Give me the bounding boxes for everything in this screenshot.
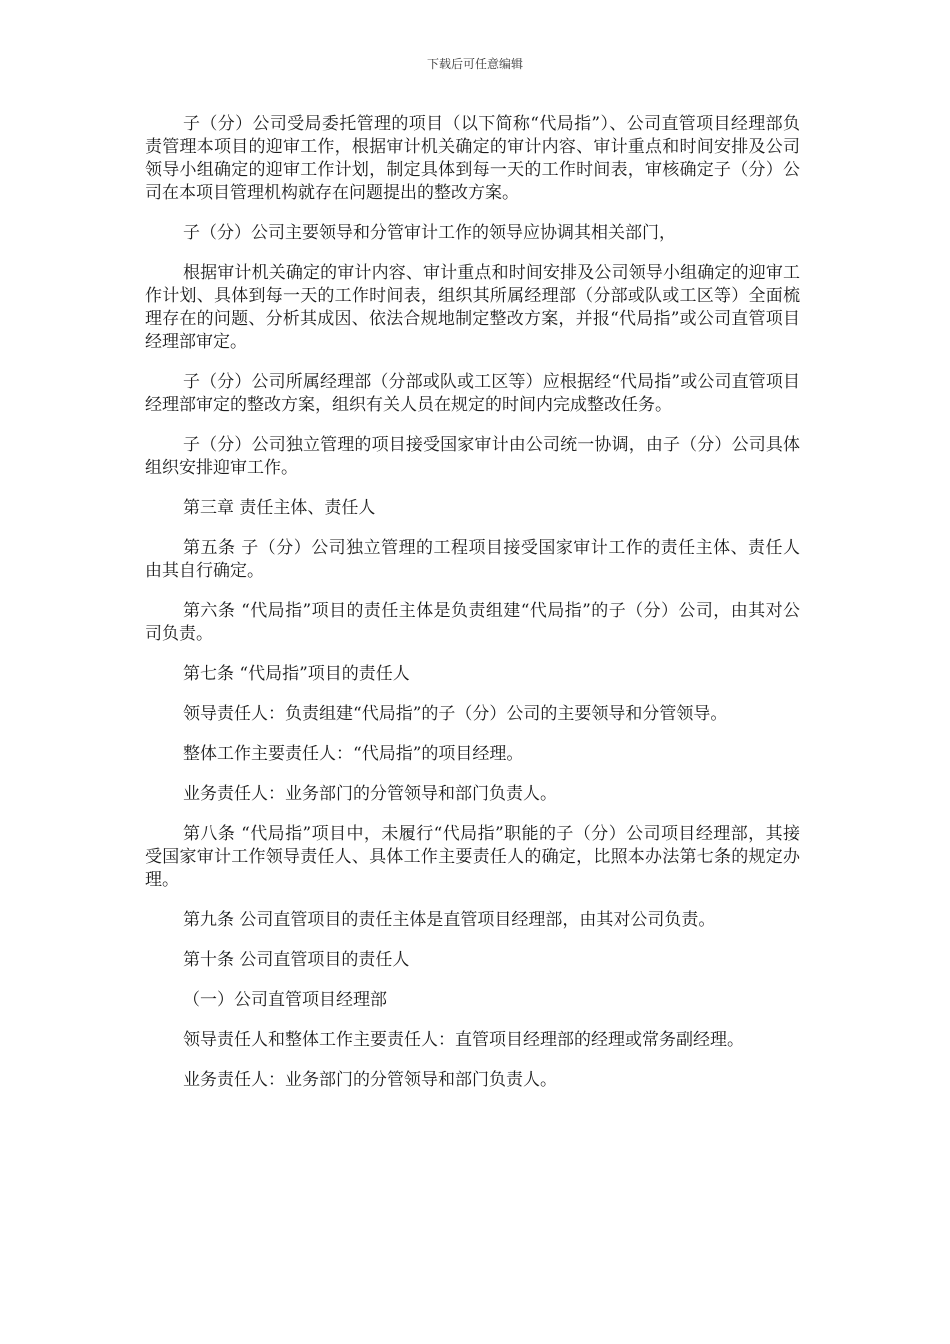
paragraph: 领导责任人：负责组建“代局指”的子（分）公司的主要领导和分管领导。 (183, 704, 728, 724)
paragraph: 整体工作主要责任人：“代局指”的项目经理。 (183, 744, 524, 764)
article-5: 第五条 子（分）公司独立管理的工程项目接受国家审计工作的责任主体、责任人由其自行确定。 (145, 538, 800, 581)
chapter-heading: 第三章 责任主体、责任人 (183, 498, 376, 518)
article-6: 第六条 “代局指”项目的责任主体是负责组建“代局指”的子（分）公司，由其对公司负责。 (145, 601, 800, 644)
paragraph: 子（分）公司受局委托管理的项目（以下简称“代局指”）、公司直管项目经理部负责管理本项目的迎审工作，根据审计机关确定的审计内容、审计重点和时间安排及公司领导小组确定的迎审工作计划，制定具体到每一天的工作时间表，审核确定子（分）公司在本项目管理机构就存在问题提出的整改方案。 (145, 114, 800, 203)
paragraph: 业务责任人：业务部门的分管领导和部门负责人。 (183, 1070, 557, 1090)
paragraph: 根据审计机关确定的审计内容、审计重点和时间安排及公司领导小组确定的迎审工作计划、具体到每一天的工作时间表，组织其所属经理部（分部或队或工区等）全面梳理存在的问题、分析其成因、依法合规地制定整改方案，并报“代局指”或公司直管项目经理部审定。 (145, 263, 800, 352)
article-9: 第九条 公司直管项目的责任主体是直管项目经理部，由其对公司负责。 (183, 910, 716, 930)
article-7: 第七条 “代局指”项目的责任人 (183, 664, 410, 684)
paragraph: 子（分）公司主要领导和分管审计工作的领导应协调其相关部门， (183, 223, 676, 243)
article-10: 第十条 公司直管项目的责任人 (183, 950, 410, 970)
sub-item: （一）公司直管项目经理部 (183, 990, 387, 1010)
paragraph: 子（分）公司独立管理的项目接受国家审计由公司统一协调，由子（分）公司具体组织安排迎审工作。 (145, 435, 800, 478)
paragraph: 业务责任人：业务部门的分管领导和部门负责人。 (183, 784, 557, 804)
page-header-note: 下载后可任意编辑 (426, 57, 523, 71)
document-body (145, 113, 800, 1109)
paragraph: 领导责任人和整体工作主要责任人：直管项目经理部的经理或常务副经理。 (183, 1030, 744, 1050)
article-8: 第八条 “代局指”项目中，未履行“代局指”职能的子（分）公司项目经理部，其接受国家审计工作领导责任人、具体工作主要责任人的确定，比照本办法第七条的规定办理。 (145, 824, 800, 890)
paragraph: 子（分）公司所属经理部（分部或队或工区等）应根据经“代局指”或公司直管项目经理部审定的整改方案，组织有关人员在规定的时间内完成整改任务。 (145, 372, 800, 415)
